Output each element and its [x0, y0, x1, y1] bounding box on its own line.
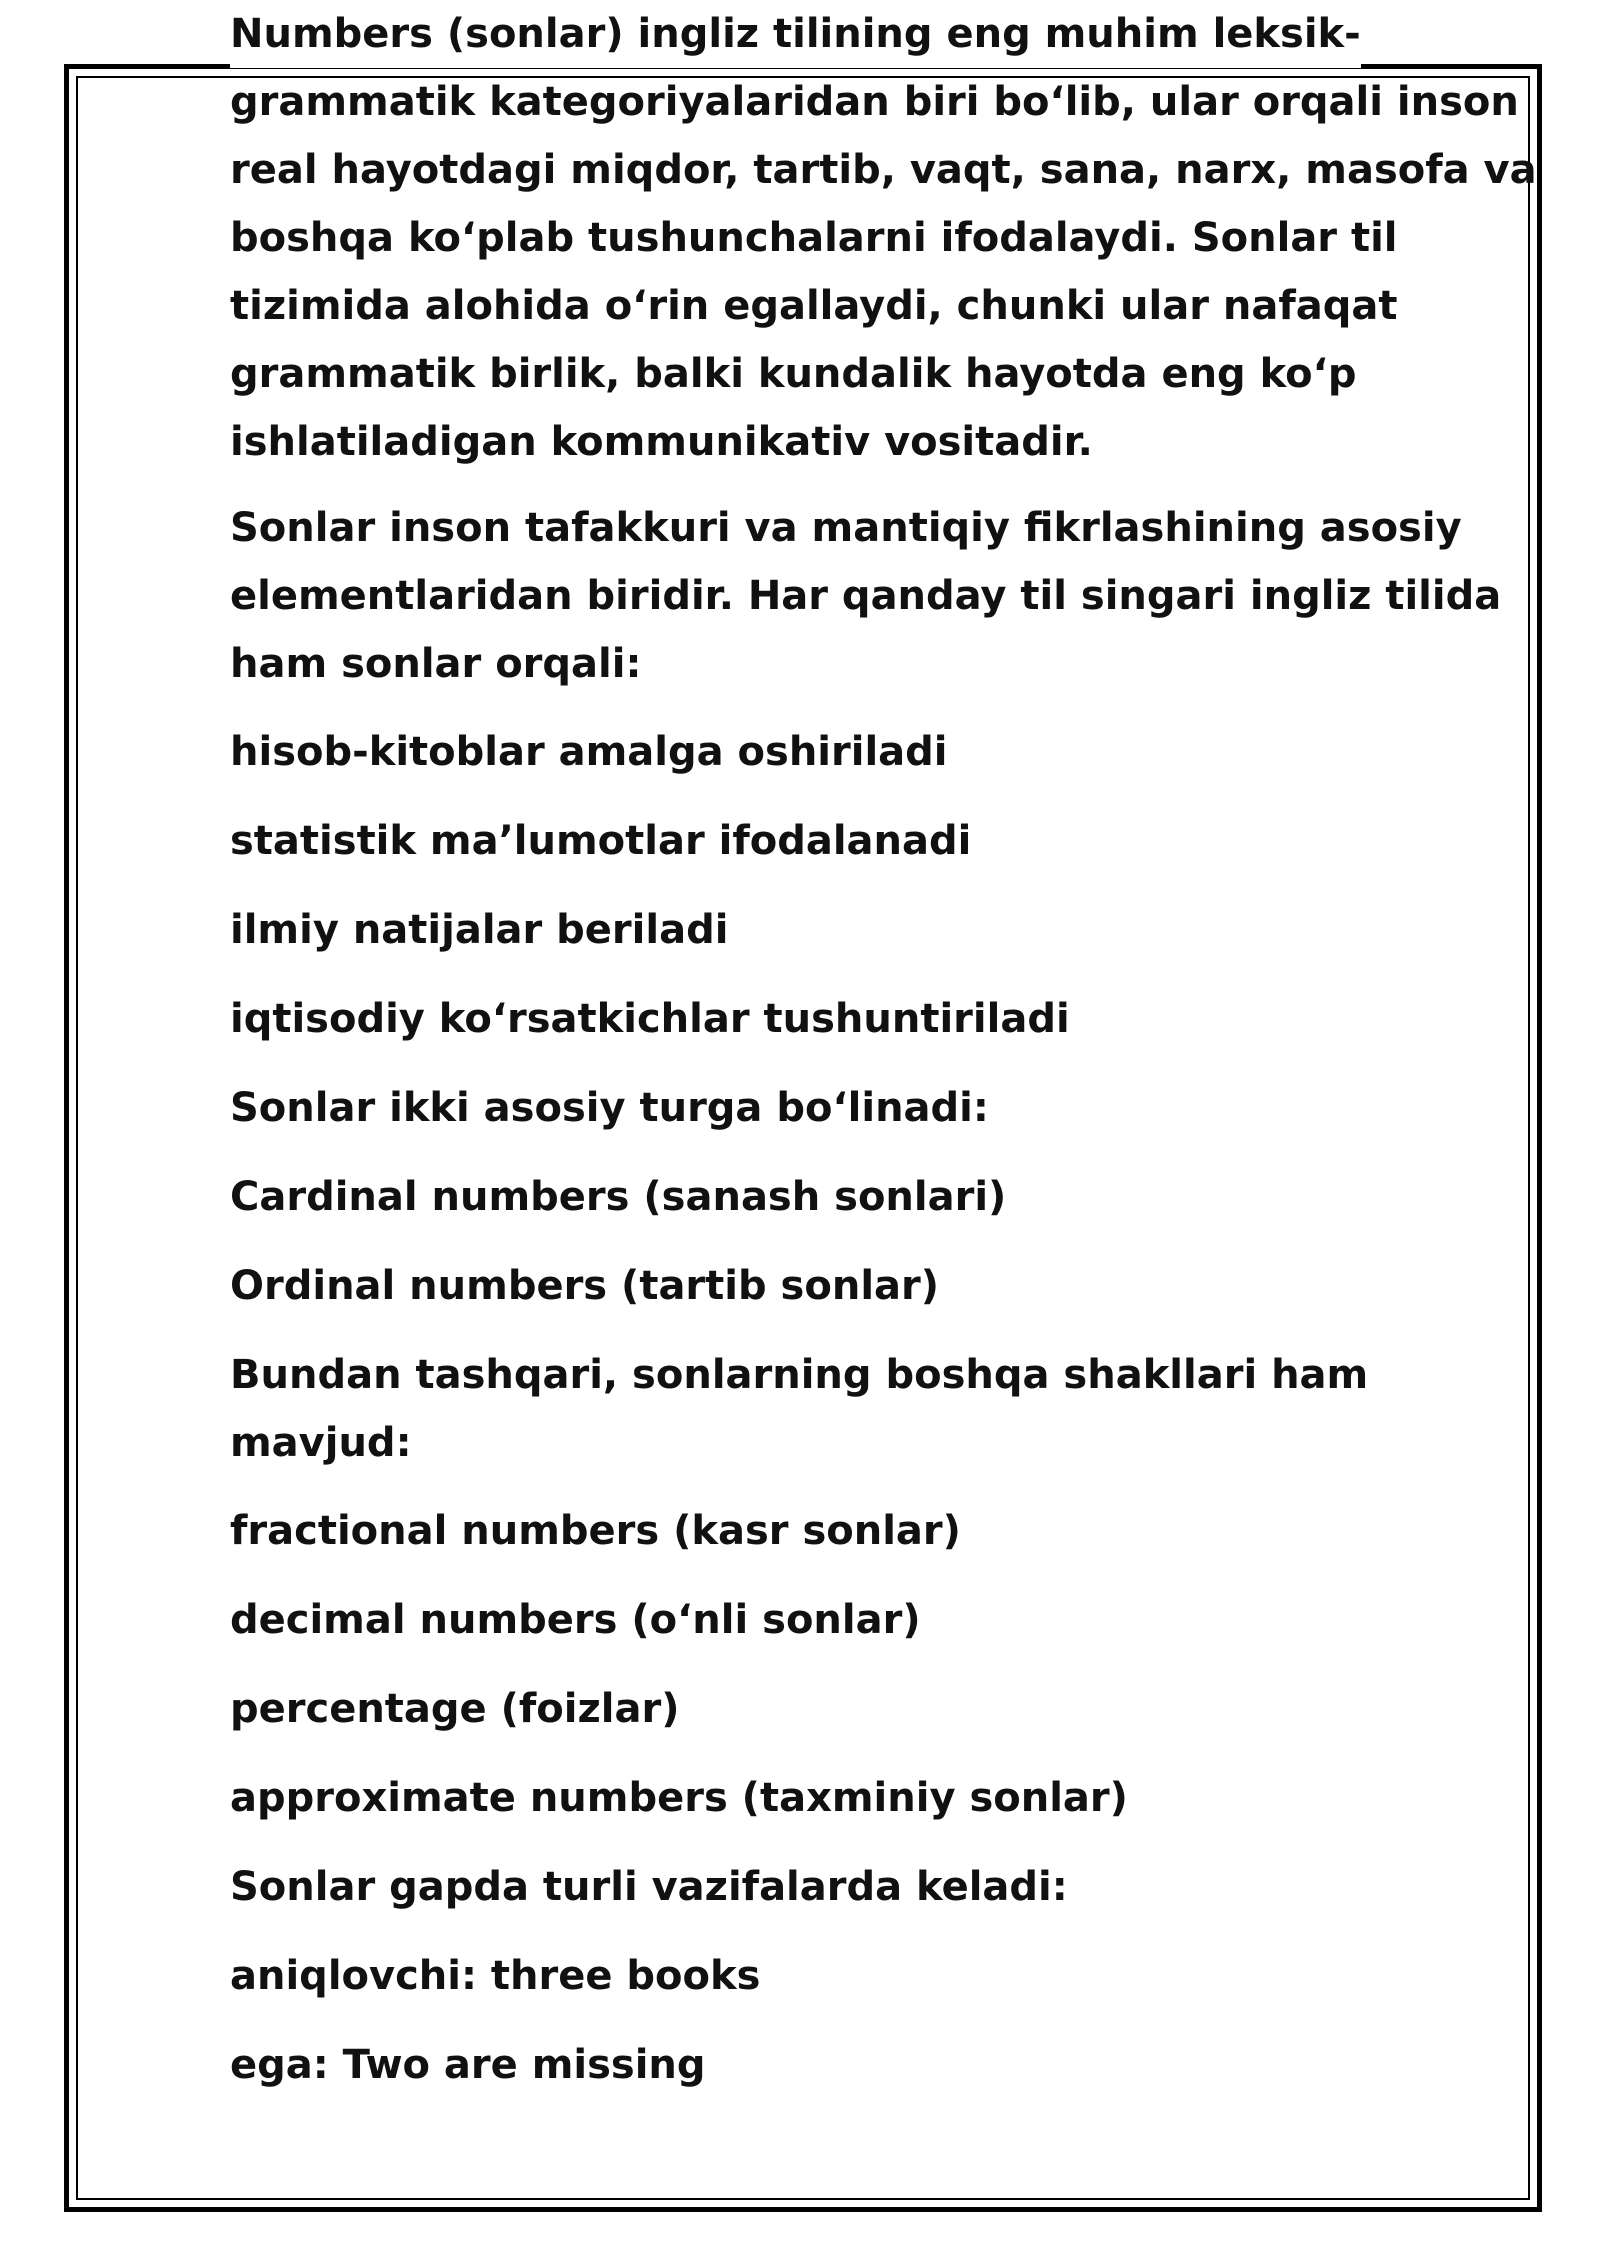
paragraph-line: Sonlar inson tafakkuri va mantiqiy fikrlashining asosiy [230, 505, 1462, 551]
paragraph-line: real hayotdagi miqdor, tartib, vaqt, sana, narx, masofa va [230, 147, 1537, 193]
list-item: aniqlovchi: three books [230, 1953, 761, 1999]
list-item: Ordinal numbers (tartib sonlar) [230, 1263, 940, 1309]
paragraph-1 [230, 0, 1537, 476]
heading-line: mavjud: [230, 1420, 412, 1466]
paragraph-line: boshqa ko‘plab tushunchalarni ifodalaydi. Sonlar til [230, 215, 1398, 261]
heading-line: Bundan tashqari, sonlarning boshqa shakllari ham [230, 1352, 1369, 1398]
list-item: ilmiy natijalar beriladi [230, 907, 729, 953]
list-item: fractional numbers (kasr sonlar) [230, 1508, 961, 1554]
list-item: approximate numbers (taxminiy sonlar) [230, 1775, 1128, 1821]
paragraph-line: tizimida alohida o‘rin egallaydi, chunki ular nafaqat [230, 283, 1398, 329]
paragraph-line: grammatik kategoriyalaridan biri bo‘lib, ular orqali inson [230, 79, 1519, 125]
paragraph-line: ishlatiladigan kommunikativ vositadir. [230, 419, 1093, 465]
list-item: iqtisodiy ko‘rsatkichlar tushuntiriladi [230, 996, 1070, 1042]
paragraph-line: elementlaridan biridir. Har qanday til singari ingliz tilida [230, 573, 1502, 619]
list-item: decimal numbers (o‘nli sonlar) [230, 1597, 921, 1643]
section-heading: Sonlar ikki asosiy turga bo‘linadi: [230, 1085, 989, 1131]
paragraph-line: grammatik birlik, balki kundalik hayotda eng ko‘p [230, 351, 1357, 397]
section-heading: Sonlar gapda turli vazifalarda keladi: [230, 1864, 1068, 1910]
list-item: Cardinal numbers (sanash sonlari) [230, 1174, 1007, 1220]
paragraph-line: ham sonlar orqali: [230, 641, 642, 687]
list-item: hisob-kitoblar amalga oshiriladi [230, 729, 948, 775]
paragraph-2 [230, 494, 1501, 698]
section-heading [230, 1341, 1368, 1477]
list-item: ega: Two are missing [230, 2042, 706, 2088]
list-item: statistik ma’lumotlar ifodalanadi [230, 818, 972, 864]
list-item: percentage (foizlar) [230, 1686, 680, 1732]
paragraph-line: Numbers (sonlar) ingliz tilining eng muhim leksik- [230, 0, 1361, 68]
